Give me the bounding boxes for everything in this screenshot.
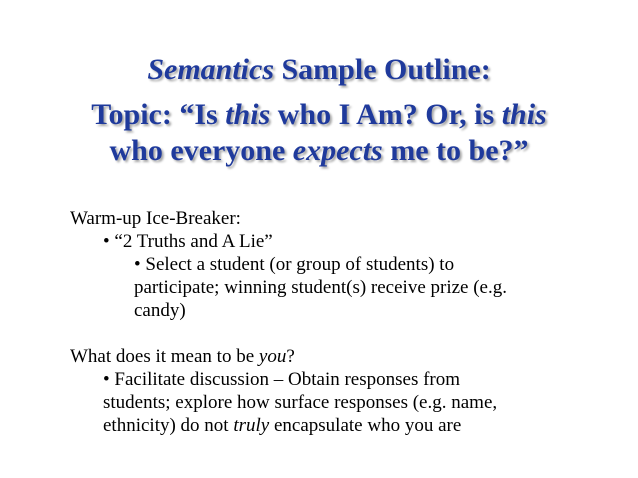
title-line-2-part-b: who I Am? Or, is: [270, 98, 502, 131]
slide-title: [0, 52, 638, 169]
warmup-sub-line-3: candy): [134, 300, 186, 321]
warmup-sub-line-2: participate; winning student(s) receive prize (e.g.: [134, 277, 507, 298]
title-line-2-part-a: Topic: “Is: [91, 98, 226, 131]
title-line-1: [0, 52, 638, 88]
title-italic-this-2: this: [501, 98, 547, 131]
meaning-italic-truly: truly: [233, 415, 270, 436]
slide-body: [70, 207, 610, 437]
meaning-line-3: [70, 414, 610, 437]
warmup-sub-line-1: • Select a student (or group of students) to: [134, 254, 455, 275]
title-line-1-rest: Sample Outline:: [274, 53, 491, 86]
title-italic-this-1: this: [225, 98, 271, 131]
meaning-line-1: • Facilitate discussion – Obtain responses from: [103, 369, 461, 390]
meaning-heading-part-b: ?: [286, 346, 295, 367]
title-line-3-part-a: who everyone: [109, 134, 293, 167]
title-line-3: [0, 133, 638, 169]
meaning-heading-part-a: What does it mean to be: [70, 346, 259, 367]
meaning-heading: [70, 345, 610, 368]
section-spacer: [70, 322, 610, 345]
warmup-bullet: • “2 Truths and A Lie”: [103, 231, 273, 252]
title-line-2: [0, 97, 638, 133]
title-italic-semantics: Semantics: [147, 53, 274, 86]
meaning-line-2: students; explore how surface responses (e.g. name,: [103, 392, 498, 413]
title-line-3-part-b: me to be?”: [382, 134, 529, 167]
meaning-line-3-part-a: ethnicity) do not: [103, 415, 234, 436]
title-italic-expects: expects: [292, 134, 383, 167]
meaning-heading-italic-you: you: [258, 346, 287, 367]
meaning-line-3-part-b: encapsulate who you are: [269, 415, 462, 436]
warmup-heading: Warm-up Ice-Breaker:: [70, 208, 241, 229]
